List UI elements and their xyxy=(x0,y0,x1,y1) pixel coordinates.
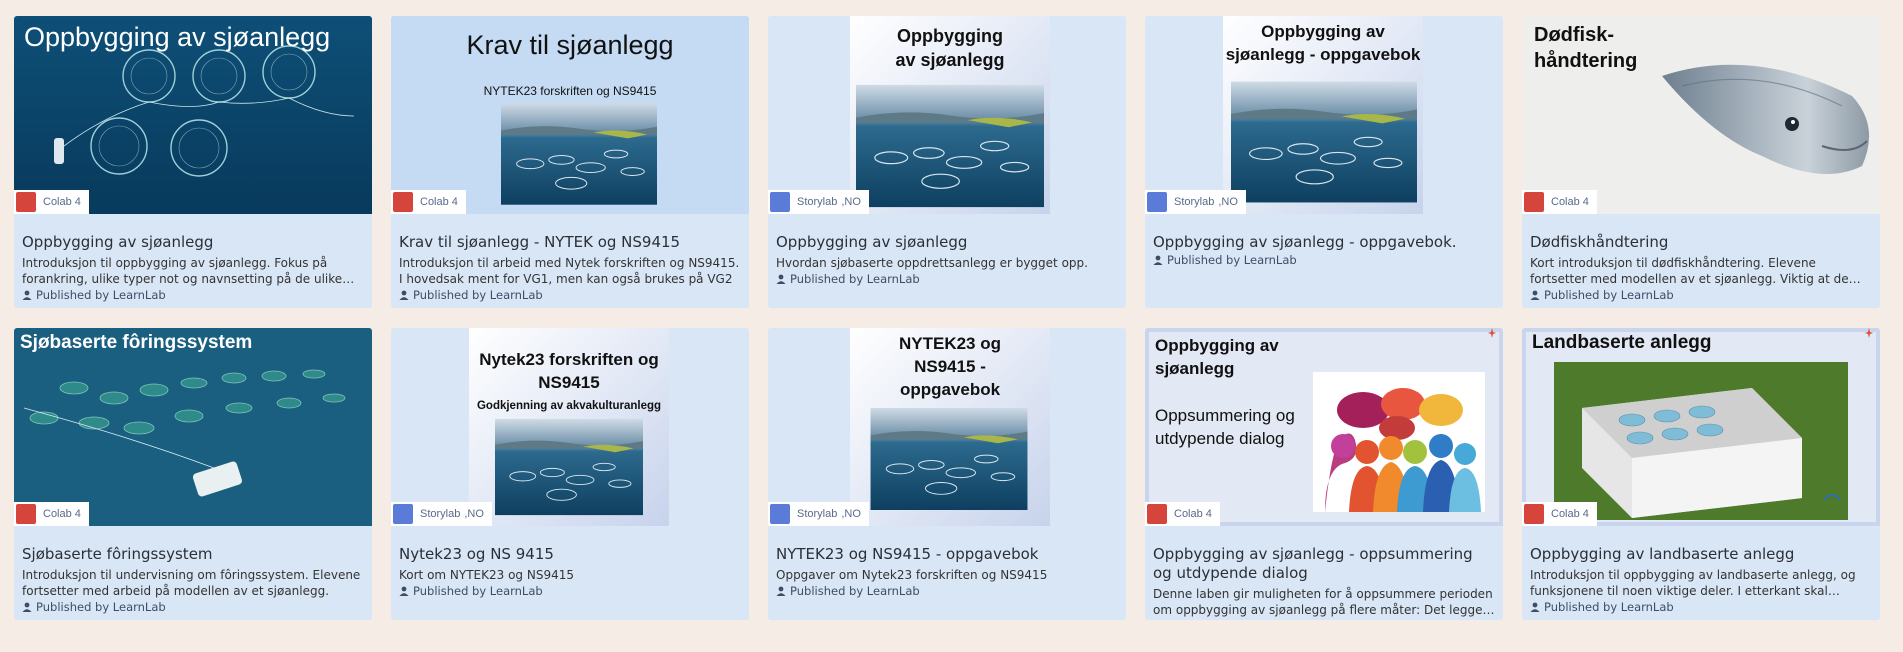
lab-card[interactable] xyxy=(391,16,749,308)
thumbnail-title xyxy=(1223,20,1423,66)
thumbnail-subtitle: NYTEK23 forskriften og NS9415 xyxy=(483,84,657,98)
source-badge xyxy=(1145,502,1220,526)
card-title[interactable]: Oppbygging av sjøanlegg xyxy=(776,233,968,251)
badge-label: Colab 4 xyxy=(43,196,81,208)
thumbnail-title-line: Dødfisk- xyxy=(1534,24,1614,46)
thumbnail-title-line: sjøanlegg - oppgavebok xyxy=(1225,45,1421,64)
source-badge xyxy=(391,502,492,526)
card-thumbnail xyxy=(1522,16,1880,214)
badge-language: ,NO xyxy=(841,196,861,208)
pin-icon[interactable] xyxy=(1487,328,1497,338)
thumbnail-title-line: NS9415 - xyxy=(914,357,986,376)
publisher-label: Published by LearnLab xyxy=(36,288,166,302)
thumbnail-title xyxy=(850,332,1050,401)
thumbnail-title xyxy=(1534,22,1637,74)
thumbnail-title xyxy=(1155,334,1279,380)
publisher-label: Published by LearnLab xyxy=(790,272,920,286)
lab-card[interactable] xyxy=(768,328,1126,620)
card-title[interactable]: Krav til sjøanlegg - NYTEK og NS9415 xyxy=(399,233,681,251)
colab-logo-icon xyxy=(393,192,413,212)
publisher-line xyxy=(22,288,364,302)
thumbnail-title xyxy=(850,24,1050,72)
card-thumbnail xyxy=(391,328,749,526)
source-badge xyxy=(1522,502,1597,526)
colab-logo-icon xyxy=(1524,192,1544,212)
user-icon xyxy=(22,602,32,612)
thumbnail-title-line: håndtering xyxy=(1534,50,1638,72)
colab-logo-icon xyxy=(16,504,36,524)
badge-label: Storylab xyxy=(797,508,838,520)
publisher-label: Published by LearnLab xyxy=(1544,288,1674,302)
thumbnail-title-line: oppgavebok xyxy=(899,380,1001,399)
storylab-logo-icon xyxy=(770,504,790,524)
badge-language: ,NO xyxy=(464,508,484,520)
thumbnail-title: Sjøbaserte fôringssystem xyxy=(20,332,253,353)
pin-icon[interactable] xyxy=(1864,328,1874,338)
card-title[interactable]: Oppbygging av sjøanlegg - oppgavebok. xyxy=(1153,233,1457,251)
thumbnail-title-line: Oppbygging xyxy=(897,26,1003,46)
thumbnail-title-line: NYTEK23 og xyxy=(898,334,1002,353)
card-description: Introduksjon til oppbygging av sjøanlegg. Fokus på forankring, ulike typer not og navnsetting på de ulike xyxy=(22,256,343,286)
badge-language: ,NO xyxy=(1218,196,1238,208)
user-icon xyxy=(399,290,409,300)
card-thumbnail xyxy=(768,328,1126,526)
source-badge xyxy=(14,502,89,526)
publisher-label: Published by LearnLab xyxy=(790,584,920,598)
source-badge xyxy=(1145,190,1246,214)
card-title[interactable]: Oppbygging av sjøanlegg xyxy=(22,233,214,251)
publisher-line xyxy=(776,272,1118,286)
publisher-line xyxy=(399,584,741,598)
publisher-label: Published by LearnLab xyxy=(413,288,543,302)
thumbnail-title-line: Oppbygging av xyxy=(1155,336,1279,355)
publisher-line xyxy=(399,288,741,302)
card-description: Denne laben gir muligheten for å oppsummere perioden om oppbygging av sjøanlegg på flere måter: Det legges xyxy=(1153,587,1493,617)
colab-logo-icon xyxy=(1524,504,1544,524)
thumbnail-title: Oppbygging av sjøanlegg xyxy=(24,22,331,52)
card-description: Kort introduksjon til dødfiskhåndtering. Elevene fortsetter med modellen av et sjøanlegg. Viktig at de xyxy=(1530,256,1849,286)
card-description: Oppgaver om Nytek23 forskriften og NS9415 xyxy=(776,568,1048,582)
colab-logo-icon xyxy=(1147,504,1167,524)
badge-label: Storylab xyxy=(797,196,838,208)
card-thumbnail xyxy=(14,16,372,214)
thumbnail-title-line: Nytek23 forskriften og xyxy=(479,350,659,369)
source-badge xyxy=(391,190,466,214)
card-description: Hvordan sjøbaserte oppdrettsanlegg er bygget opp. xyxy=(776,256,1088,270)
card-thumbnail xyxy=(1145,328,1503,526)
card-thumbnail xyxy=(1522,328,1880,526)
user-icon xyxy=(776,274,786,284)
thumbnail-title: Landbaserte anlegg xyxy=(1532,332,1712,353)
thumbnail-title-line: NS9415 xyxy=(538,373,600,392)
publisher-line xyxy=(776,584,1118,598)
lab-card[interactable] xyxy=(1145,16,1503,308)
thumbnail-title-line: av sjøanlegg xyxy=(895,50,1005,70)
publisher-line xyxy=(1530,600,1872,614)
badge-label: Colab 4 xyxy=(43,508,81,520)
publisher-label: Published by LearnLab xyxy=(1544,600,1674,614)
badge-label: Storylab xyxy=(1174,196,1215,208)
card-title[interactable]: Oppbygging av sjøanlegg - oppsummering og utdypende dialog xyxy=(1153,545,1473,582)
lab-card[interactable] xyxy=(1522,16,1880,308)
badge-label: Colab 4 xyxy=(1551,508,1589,520)
card-thumbnail xyxy=(768,16,1126,214)
card-description: Introduksjon til oppbygging av landbaserte anlegg, og funksjonene til noen viktige deler. I etterkant skal xyxy=(1530,568,1856,598)
thumbnail-subtitle-line: Oppsummering og xyxy=(1155,406,1295,425)
publisher-line xyxy=(1153,253,1495,267)
card-thumbnail xyxy=(1145,16,1503,214)
user-icon xyxy=(1530,290,1540,300)
thumbnail-subtitle: Godkjenning av akvakulturanlegg xyxy=(476,400,662,412)
card-title[interactable]: Dødfiskhåndtering xyxy=(1530,233,1669,251)
storylab-logo-icon xyxy=(393,504,413,524)
publisher-label: Published by LearnLab xyxy=(1167,253,1297,267)
card-title[interactable]: NYTEK23 og NS9415 - oppgavebok xyxy=(776,545,1039,563)
thumbnail-subtitle-line: utdypende dialog xyxy=(1155,429,1285,448)
card-thumbnail xyxy=(14,328,372,526)
thumbnail-title-line: sjøanlegg xyxy=(1155,359,1235,378)
thumbnail-title: Krav til sjøanlegg xyxy=(466,30,674,60)
lab-card[interactable] xyxy=(1522,328,1880,620)
source-badge xyxy=(768,190,869,214)
user-icon xyxy=(399,586,409,596)
lab-card[interactable] xyxy=(14,16,372,308)
user-icon xyxy=(22,290,32,300)
storylab-logo-icon xyxy=(1147,192,1167,212)
publisher-label: Published by LearnLab xyxy=(413,584,543,598)
thumbnail-title xyxy=(469,348,669,394)
user-icon xyxy=(776,586,786,596)
publisher-line xyxy=(1153,619,1495,620)
thumbnail-subtitle xyxy=(1155,404,1295,450)
badge-label: Storylab xyxy=(420,508,461,520)
lab-card[interactable] xyxy=(391,328,749,620)
source-badge xyxy=(1522,190,1597,214)
user-icon xyxy=(1153,255,1163,265)
user-icon xyxy=(1530,602,1540,612)
badge-label: Colab 4 xyxy=(1174,508,1212,520)
source-badge xyxy=(768,502,869,526)
badge-label: Colab 4 xyxy=(420,196,458,208)
card-title[interactable]: Sjøbaserte fôringssystem xyxy=(22,545,213,563)
card-description: Kort om NYTEK23 og NS9415 xyxy=(399,568,574,582)
card-title[interactable]: Oppbygging av landbaserte anlegg xyxy=(1530,545,1795,563)
thumbnail-title-line: Oppbygging av xyxy=(1261,22,1385,41)
badge-label: Colab 4 xyxy=(1551,196,1589,208)
lab-card[interactable] xyxy=(768,16,1126,308)
publisher-label: Published by LearnLab xyxy=(36,600,166,614)
lab-card[interactable] xyxy=(1145,328,1503,620)
badge-language: ,NO xyxy=(841,508,861,520)
lab-card[interactable] xyxy=(14,328,372,620)
card-thumbnail xyxy=(391,16,749,214)
publisher-line xyxy=(1530,288,1872,302)
lab-grid xyxy=(14,16,1880,620)
card-description: Introduksjon til arbeid med Nytek forskriften og NS9415. I hovedsak ment for VG1, men kan også brukes på VG2 xyxy=(399,256,740,286)
card-title[interactable]: Nytek23 og NS 9415 xyxy=(399,545,554,563)
publisher-line xyxy=(22,600,364,614)
publisher-label xyxy=(1167,619,1297,620)
storylab-logo-icon xyxy=(770,192,790,212)
source-badge xyxy=(14,190,89,214)
colab-logo-icon xyxy=(16,192,36,212)
card-description: Introduksjon til undervisning om fôringssystem. Elevene fortsetter med arbeid på modellen av et sjøanlegg. xyxy=(22,568,361,598)
